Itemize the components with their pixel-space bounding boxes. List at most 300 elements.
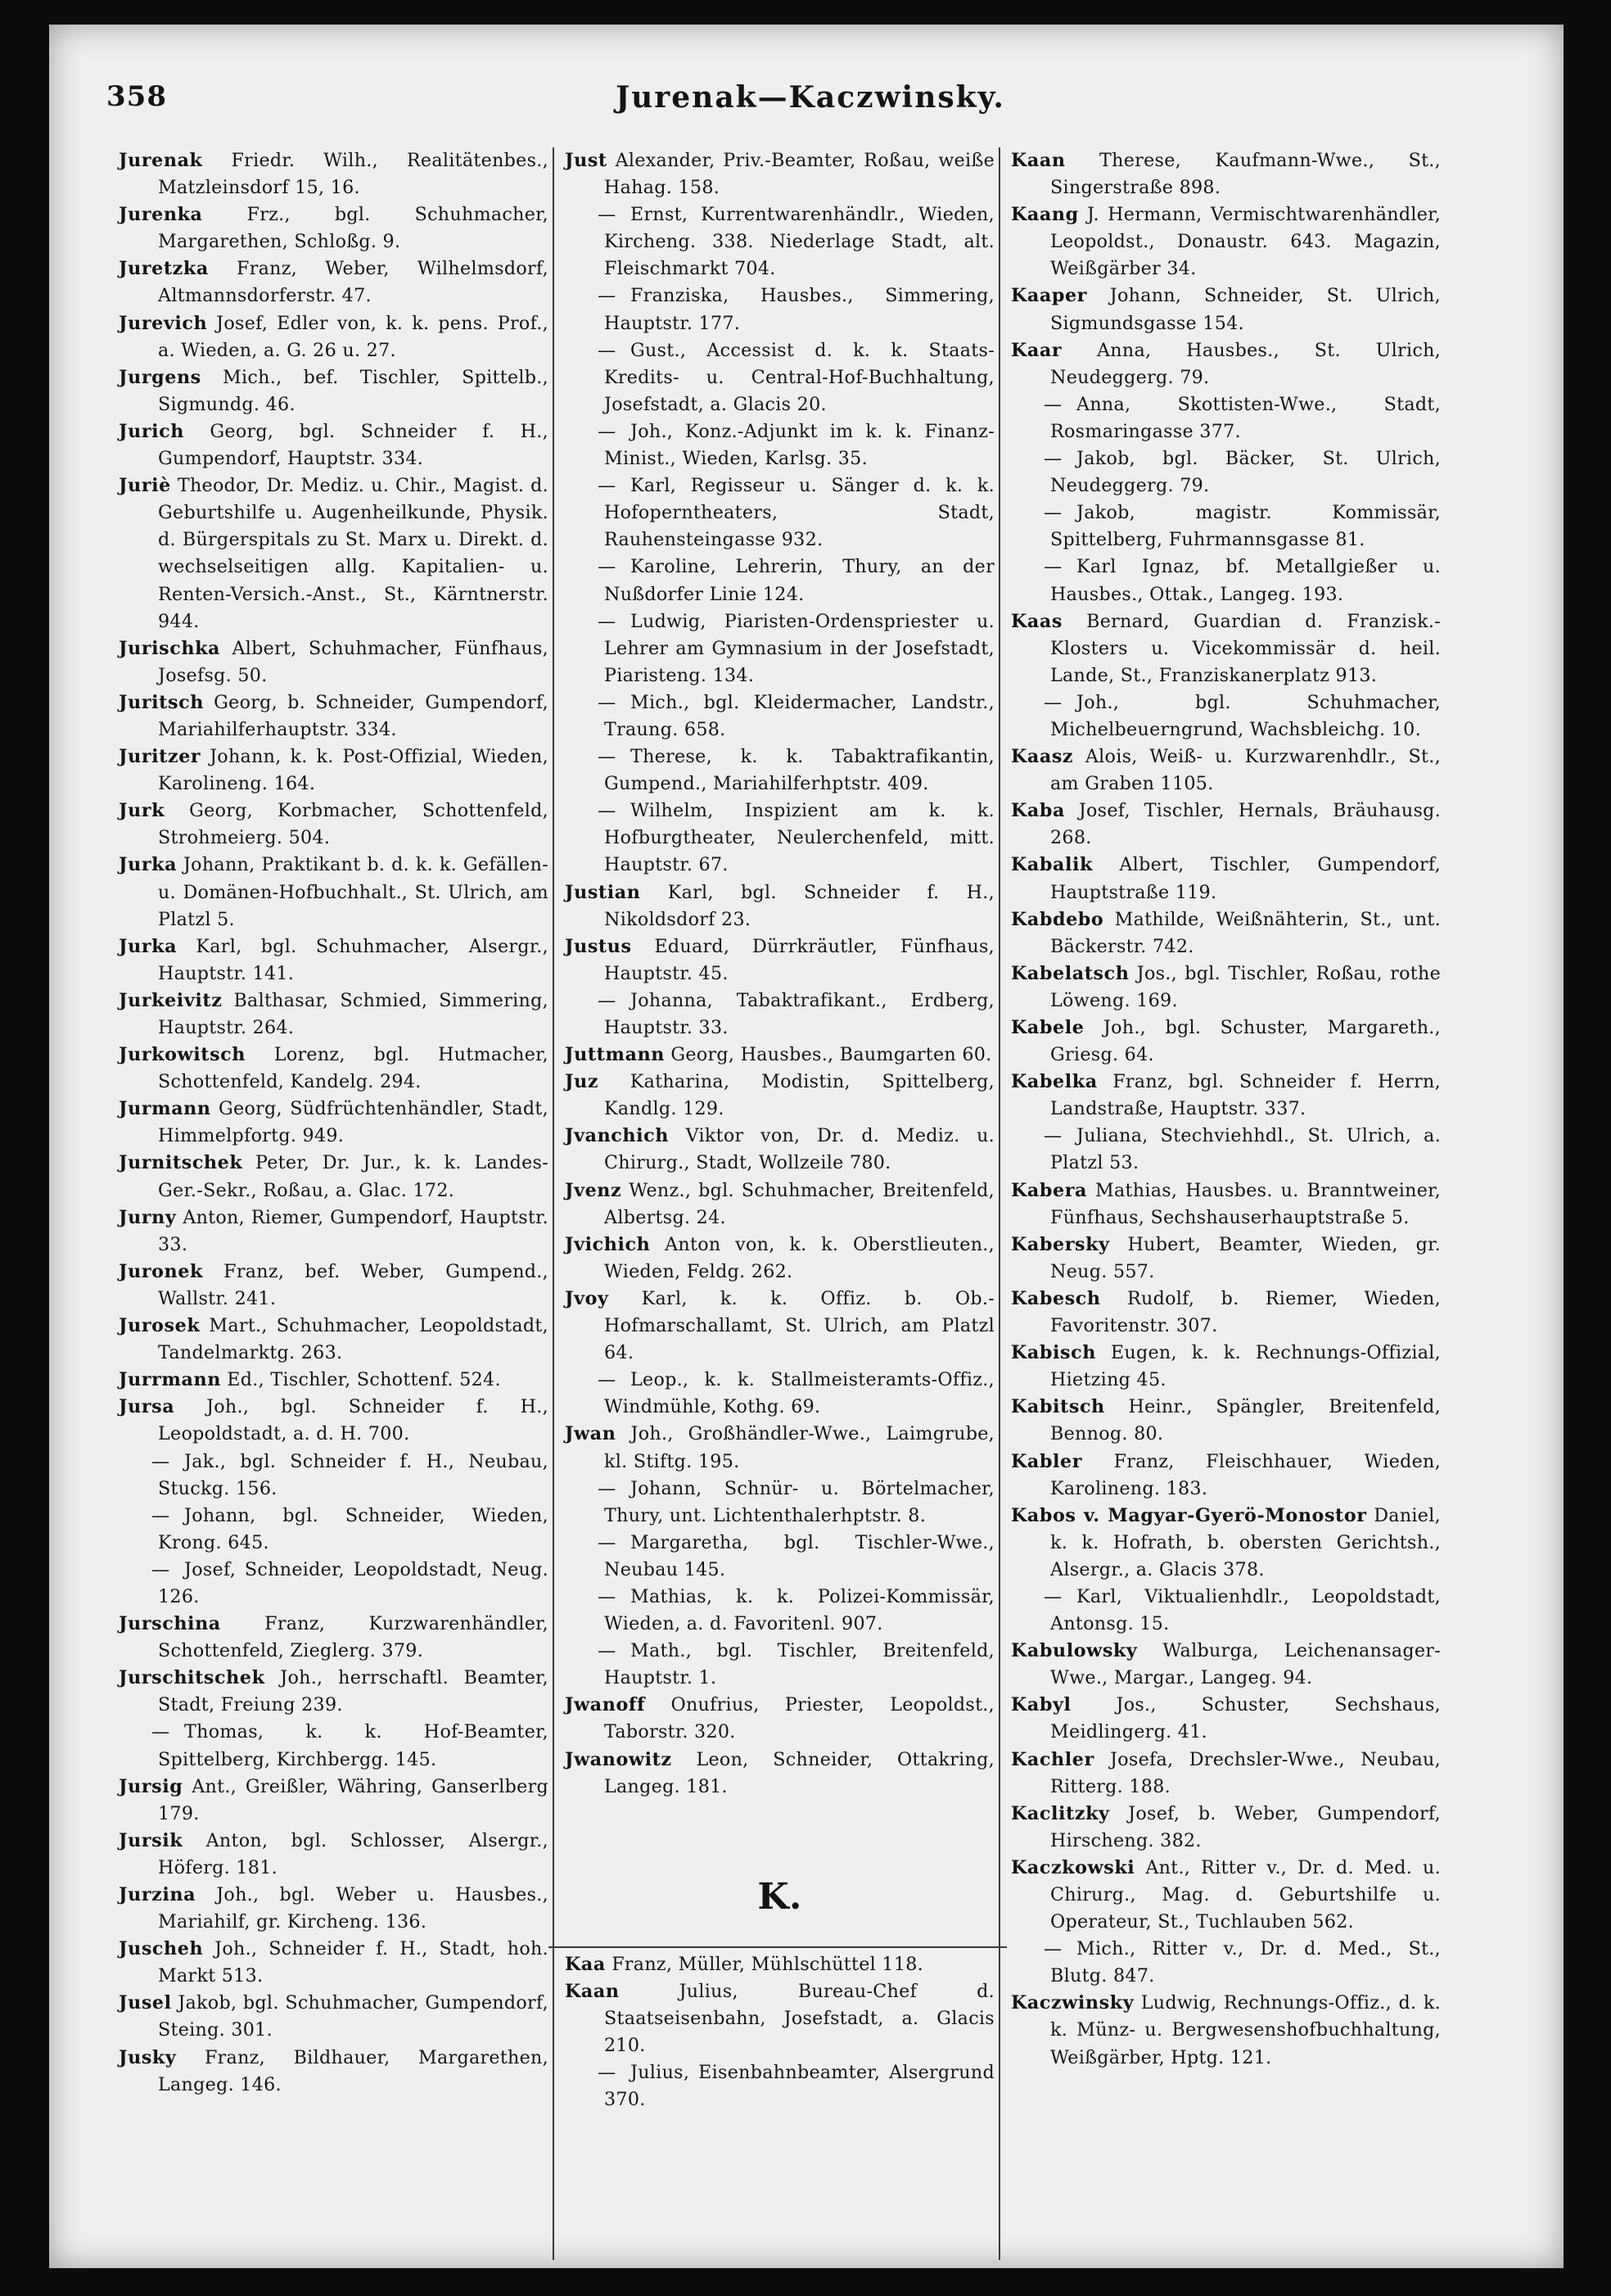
- entry-text: Joh., bgl. Schneider f. H., Leopoldstadt, a. d. H. 700.: [158, 1396, 548, 1445]
- entry-surname: Jursig: [119, 1775, 183, 1797]
- entry-dash: —: [598, 989, 616, 1011]
- entry-text: Viktor von, Dr. d. Mediz. u. Chirurg., Stadt, Wollzeile 780.: [604, 1125, 995, 1174]
- column-2: [565, 147, 995, 2113]
- directory-entry: [119, 255, 548, 310]
- directory-entry: [119, 1394, 548, 1448]
- entry-dash: —: [598, 691, 616, 713]
- entry-text: Anton, bgl. Schlosser, Alsergr., Höferg. 181.: [158, 1829, 548, 1878]
- directory-entry: [119, 635, 548, 689]
- directory-entry: [565, 1951, 995, 1978]
- directory-entry: [119, 1611, 548, 1665]
- directory-subentry: [565, 798, 995, 879]
- entry-surname: Jurgens: [119, 366, 201, 388]
- entry-text: Heinr., Spängler, Breitenfeld, Bennog. 80.: [1050, 1396, 1441, 1445]
- column-1: [119, 147, 548, 2099]
- directory-entry: [119, 1096, 548, 1150]
- directory-entry: [1011, 743, 1441, 798]
- entry-text: Ludwig, Rechnungs-Offiz., d. k. k. Münz- u. Bergwesenshofbuchhaltung, Weißgärber, Hptg. 121.: [1050, 1992, 1442, 2068]
- entry-text: Juliana, Stechviehhdl., St. Ulrich, a. Platzl 53.: [1050, 1125, 1441, 1174]
- directory-entry: [119, 1936, 548, 1990]
- entry-text: Anna, Skottisten-Wwe., Stadt, Rosmaringasse 377.: [1050, 393, 1441, 442]
- entry-surname: Jurk: [119, 800, 165, 822]
- directory-subentry: [565, 689, 995, 743]
- directory-entry: [565, 1421, 995, 1475]
- entry-surname: Kaczkowski: [1011, 1856, 1135, 1878]
- entry-text: Karl, bgl. Schuhmacher, Alsergr., Hauptstr. 141.: [158, 935, 549, 984]
- directory-entry: [1011, 1069, 1441, 1123]
- entry-text: Josef, Schneider, Leopoldstadt, Neug. 126.: [158, 1558, 548, 1607]
- directory-subentry: [119, 1503, 548, 1557]
- entry-text: Karl, k. k. Offiz. b. Ob.-Hofmarschallamt, St. Ulrich, am Platzl 64.: [604, 1287, 995, 1364]
- entry-text: Bernard, Guardian d. Franzisk.-Klosters u. Vicekommissär d. heil. Lande, St., Franziskanerplatz 913.: [1050, 610, 1441, 686]
- entry-surname: Juz: [565, 1071, 599, 1093]
- entry-surname: Juritsch: [119, 691, 204, 713]
- entry-dash: —: [598, 1531, 616, 1553]
- entry-surname: Juttmann: [565, 1044, 666, 1066]
- directory-subentry: [1011, 499, 1441, 554]
- entry-dash: —: [598, 556, 616, 578]
- directory-entry: [119, 1259, 548, 1313]
- entry-surname: Jwanoff: [565, 1694, 646, 1716]
- entry-dash: —: [1044, 1938, 1063, 1960]
- entry-text: Ludwig, Piaristen-Ordenspriester u. Lehrer am Gymnasium in der Josefstadt, Piaristeng. 134.: [604, 610, 995, 686]
- directory-entry: [565, 1042, 995, 1069]
- entry-surname: Jurka: [119, 935, 178, 957]
- entry-text: Onufrius, Priester, Leopoldst., Taborstr. 320.: [604, 1694, 995, 1743]
- entry-dash: —: [151, 1450, 170, 1472]
- entry-surname: Kabelatsch: [1011, 962, 1130, 984]
- entry-surname: Jurny: [119, 1206, 177, 1228]
- entry-surname: Jurich: [119, 420, 184, 442]
- entry-text: Josef, Edler von, k. k. pens. Prof., a. Wieden, a. G. 26 u. 27.: [158, 312, 548, 361]
- directory-entry: [1011, 1855, 1441, 1936]
- entry-text: Johann, Schnür- u. Börtelmacher, Thury, unt. Lichtenthalerhptstr. 8.: [604, 1477, 995, 1526]
- entry-surname: Jurosek: [119, 1315, 201, 1337]
- entry-text: Georg, Korbmacher, Schottenfeld, Strohmeierg. 504.: [158, 800, 548, 849]
- entry-surname: Jursa: [119, 1396, 175, 1418]
- directory-entry: [1011, 1747, 1441, 1801]
- directory-entry: [119, 743, 548, 798]
- entry-surname: Jurzina: [119, 1884, 196, 1905]
- directory-subentry: [1011, 554, 1441, 608]
- directory-subentry: [565, 554, 995, 608]
- directory-entry: [119, 147, 548, 201]
- directory-entry: [119, 933, 548, 988]
- directory-entry: [1011, 1638, 1441, 1692]
- entry-surname: Jurschitschek: [119, 1667, 265, 1689]
- column-rule: [999, 147, 1000, 2260]
- entry-dash: —: [151, 1721, 170, 1743]
- directory-entry: [1011, 1503, 1441, 1584]
- entry-surname: Kaasz: [1011, 746, 1074, 768]
- directory-page: [49, 25, 1564, 2268]
- entry-text: Alexander, Priv.-Beamter, Roßau, weiße Hahag. 158.: [604, 150, 995, 199]
- entry-text: Eduard, Dürrkräutler, Fünfhaus, Hauptstr. 45.: [604, 935, 995, 984]
- entry-text: Math., bgl. Tischler, Breitenfeld, Hauptstr. 1.: [604, 1640, 995, 1689]
- entry-text: Mathias, Hausbes. u. Branntweiner, Fünfhaus, Sechshauserhauptstraße 5.: [1050, 1179, 1442, 1228]
- entry-text: Jos., Schuster, Sechshaus, Meidlingerg. 41.: [1050, 1694, 1442, 1743]
- entry-text: Wenz., bgl. Schuhmacher, Breitenfeld, Albertsg. 24.: [604, 1179, 995, 1228]
- directory-entry: [119, 1665, 548, 1719]
- entry-text: Katharina, Modistin, Spittelberg, Kandlg. 129.: [604, 1071, 995, 1120]
- entry-text: Joh., bgl. Schuhmacher, Michelbeuerngrund, Wachsbleichg. 10.: [1050, 691, 1441, 740]
- entry-text: Albert, Tischler, Gumpendorf, Hauptstraße 119.: [1050, 854, 1441, 903]
- entry-surname: Kaclitzky: [1011, 1802, 1110, 1824]
- entry-text: Joh., bgl. Weber u. Hausbes., Mariahilf, gr. Kircheng. 136.: [158, 1884, 548, 1933]
- entry-surname: Kabersky: [1011, 1233, 1110, 1255]
- entry-surname: Kabdebo: [1011, 908, 1104, 930]
- entry-text: Thomas, k. k. Hof-Beamter, Spittelberg, Kirchbergg. 145.: [158, 1721, 548, 1770]
- entry-text: Eugen, k. k. Rechnungs-Offizial, Hietzing 45.: [1050, 1342, 1442, 1391]
- column-3: [1011, 147, 1441, 2072]
- directory-entry: [1011, 1286, 1441, 1340]
- entry-dash: —: [598, 475, 616, 497]
- directory-subentry: [1011, 1936, 1441, 1990]
- directory-entry: [1011, 906, 1441, 960]
- entry-text: Franziska, Hausbes., Simmering, Hauptstr. 177.: [604, 285, 995, 334]
- directory-subentry: [565, 743, 995, 798]
- entry-text: Ant., Ritter v., Dr. d. Med. u. Chirurg., Mag. d. Geburtshilfe u. Operateur, St., Tuchlauben 562.: [1050, 1856, 1441, 1933]
- directory-entry: [1011, 608, 1441, 689]
- entry-dash: —: [151, 1504, 170, 1526]
- entry-text: Jakob, bgl. Schuhmacher, Gumpendorf, Steing. 301.: [158, 1992, 548, 2041]
- entry-text: Therese, k. k. Tabaktrafikantin, Gumpend., Mariahilferhptstr. 409.: [604, 746, 995, 795]
- entry-text: Johann, k. k. Post-Offizial, Wieden, Karolineng. 164.: [158, 746, 548, 795]
- entry-dash: —: [598, 420, 616, 442]
- entry-surname: Kaang: [1011, 204, 1079, 226]
- entry-surname: Kaba: [1011, 800, 1065, 822]
- entry-text: Georg, Südfrüchtenhändler, Stadt, Himmelpfortg. 949.: [158, 1098, 548, 1147]
- column-rule: [553, 147, 554, 2260]
- directory-entry: [565, 147, 995, 201]
- entry-dash: —: [1044, 1585, 1063, 1607]
- entry-surname: Kaczwinsky: [1011, 1992, 1135, 2014]
- directory-subentry: [1011, 445, 1441, 499]
- entry-text: Theodor, Dr. Mediz. u. Chir., Magist. d. Geburtshilfe u. Augenheilkunde, Physik. d. Bürgerspitals zu St. Marx u. Direkt. d. wechselseitigen allg. Kapitalien- u. Renten-Versich.-Anst., St., Kärntnerstr. 944.: [158, 475, 548, 632]
- entry-surname: Jurevich: [119, 312, 208, 334]
- entry-text: Jakob, bgl. Bäcker, St. Ulrich, Neudeggerg. 79.: [1050, 448, 1441, 497]
- directory-subentry: [565, 1367, 995, 1421]
- page-number: 358: [106, 80, 167, 113]
- directory-entry: [565, 1069, 995, 1123]
- entry-text: Jakob, magistr. Kommissär, Spittelberg, Fuhrmannsgasse 81.: [1050, 502, 1441, 551]
- entry-text: Georg, b. Schneider, Gumpendorf, Mariahilferhauptstr. 334.: [158, 691, 548, 740]
- entry-surname: Jusel: [119, 1992, 172, 2014]
- directory-entry: [565, 1177, 995, 1232]
- directory-entry: [1011, 201, 1441, 282]
- entry-dash: —: [1044, 1125, 1063, 1147]
- entry-text: Franz, Bildhauer, Margarethen, Langeg. 146.: [158, 2046, 548, 2095]
- entry-surname: Kaan: [565, 1980, 620, 2002]
- directory-entry: [1011, 1692, 1441, 1746]
- entry-text: Daniel, k. k. Hofrath, b. obersten Gerichtsh., Alsergr., a. Glacis 378.: [1050, 1504, 1441, 1580]
- entry-text: Josef, b. Weber, Gumpendorf, Hirscheng. 382.: [1050, 1802, 1441, 1851]
- directory-entry: [119, 1990, 548, 2044]
- directory-subentry: [565, 1476, 995, 1530]
- entry-surname: Jurnitschek: [119, 1152, 243, 1174]
- entry-text: Therese, Kaufmann-Wwe., St., Singerstraße 898.: [1050, 150, 1441, 199]
- directory-subentry: [119, 1449, 548, 1503]
- directory-subentry: [119, 1719, 548, 1773]
- directory-entry: [1011, 1232, 1441, 1286]
- directory-entry: [119, 798, 548, 852]
- directory-entry: [1011, 1990, 1441, 2071]
- directory-entry: [119, 1313, 548, 1367]
- entry-text: Karoline, Lehrerin, Thury, an der Nußdorfer Linie 124.: [604, 556, 995, 605]
- entry-surname: Kabos v. Magyar-Gyerö-Monostor: [1011, 1504, 1367, 1526]
- entry-text: Jos., bgl. Tischler, Roßau, rothe Löweng. 169.: [1050, 962, 1441, 1011]
- entry-dash: —: [151, 1558, 170, 1580]
- directory-entry: [565, 1747, 995, 1801]
- directory-entry: [1011, 282, 1441, 337]
- entry-surname: Jurischka: [119, 637, 221, 659]
- entry-text: Karl Ignaz, bf. Metallgießer u. Hausbes., Ottak., Langeg. 193.: [1050, 556, 1441, 605]
- entry-text: Alois, Weiß- u. Kurzwarenhdlr., St., am Graben 1105.: [1050, 746, 1441, 795]
- directory-entry: [1011, 1177, 1441, 1232]
- entry-text: Anna, Hausbes., St. Ulrich, Neudeggerg. 79.: [1050, 339, 1442, 388]
- directory-entry: [1011, 1340, 1441, 1394]
- directory-subentry: [1011, 391, 1441, 445]
- directory-entry: [119, 1150, 548, 1204]
- entry-text: Franz, Fleischhauer, Wieden, Karolineng. 183.: [1050, 1450, 1441, 1499]
- entry-surname: Kabulowsky: [1011, 1640, 1138, 1662]
- directory-entry: [565, 1978, 995, 2059]
- directory-subentry: [565, 1638, 995, 1692]
- directory-entry: [119, 364, 548, 418]
- entry-text: Franz, bef. Weber, Gumpend., Wallstr. 241.: [158, 1260, 548, 1309]
- directory-entry: [565, 1286, 995, 1367]
- entry-text: Ed., Tischler, Schottenf. 524.: [227, 1369, 501, 1391]
- entry-text: J. Hermann, Vermischtwarenhändler, Leopoldst., Donaustr. 643. Magazin, Weißgärber 34.: [1050, 204, 1441, 280]
- entry-text: Franz, Kurzwarenhändler, Schottenfeld, Zieglerg. 379.: [158, 1613, 549, 1662]
- section-rule: [548, 1946, 1007, 1948]
- directory-subentry: [565, 988, 995, 1042]
- entry-dash: —: [598, 339, 616, 361]
- entry-text: Leop., k. k. Stallmeisteramts-Offiz., Windmühle, Kothg. 69.: [604, 1369, 995, 1418]
- entry-surname: Just: [565, 150, 607, 171]
- entry-text: Walburga, Leichenansager-Wwe., Margar., Langeg. 94.: [1050, 1640, 1441, 1689]
- directory-entry: [565, 1123, 995, 1177]
- entry-dash: —: [1044, 393, 1063, 415]
- entry-surname: Jurkowitsch: [119, 1044, 246, 1066]
- entry-surname: Jurenka: [119, 204, 203, 226]
- section-letter: K.: [757, 1875, 802, 1918]
- entry-surname: Kabelka: [1011, 1071, 1098, 1093]
- entry-text: Georg, Hausbes., Baumgarten 60.: [670, 1044, 992, 1066]
- entry-text: Joh., herrschaftl. Beamter, Stadt, Freiung 239.: [158, 1667, 549, 1716]
- entry-surname: Kabyl: [1011, 1694, 1072, 1716]
- entry-text: Johann, Praktikant b. d. k. k. Gefällen- u. Domänen-Hofbuchhalt., St. Ulrich, am Platzl 5.: [158, 854, 548, 930]
- directory-subentry: [565, 418, 995, 472]
- entry-text: Joh., Konz.-Adjunkt im k. k. Finanz-Minist., Wieden, Karlsg. 35.: [604, 420, 995, 470]
- directory-entry: [119, 1774, 548, 1828]
- directory-entry: [1011, 798, 1441, 852]
- entry-surname: Juronek: [119, 1260, 203, 1282]
- entry-text: Lorenz, bgl. Hutmacher, Schottenfeld, Kandelg. 294.: [158, 1044, 548, 1093]
- entry-surname: Jwan: [565, 1423, 616, 1445]
- entry-text: Johann, bgl. Schneider, Wieden, Krong. 645.: [158, 1504, 548, 1553]
- entry-dash: —: [598, 285, 616, 307]
- entry-surname: Jvichich: [565, 1233, 651, 1255]
- entry-text: Karl, Viktualienhdlr., Leopoldstadt, Antonsg. 15.: [1050, 1585, 1441, 1635]
- directory-subentry: [1011, 1123, 1441, 1177]
- directory-subentry: [565, 1584, 995, 1638]
- entry-surname: Jurkeivitz: [119, 989, 223, 1011]
- entry-surname: Kaa: [565, 1953, 606, 1975]
- directory-entry: [565, 933, 995, 988]
- entry-dash: —: [598, 1640, 616, 1662]
- entry-text: Mich., bef. Tischler, Spittelb., Sigmundg. 46.: [158, 366, 549, 415]
- entry-text: Margaretha, bgl. Tischler-Wwe., Neubau 145.: [604, 1531, 995, 1580]
- directory-subentry: [1011, 689, 1441, 743]
- entry-text: Mathilde, Weißnähterin, St., unt. Bäckerstr. 742.: [1050, 908, 1441, 957]
- entry-text: Mich., Ritter v., Dr. d. Med., St., Blutg. 847.: [1050, 1938, 1441, 1987]
- entry-text: Julius, Bureau-Chef d. Staatseisenbahn, Josefstadt, a. Glacis 210.: [604, 1980, 995, 2056]
- directory-subentry: [565, 472, 995, 554]
- entry-text: Hubert, Beamter, Wieden, gr. Neug. 557.: [1050, 1233, 1441, 1282]
- entry-dash: —: [598, 1585, 616, 1607]
- entry-text: Gust., Accessist d. k. k. Staats-Kredits- u. Central-Hof-Buchhaltung, Josefstadt, a. Glacis 20.: [604, 339, 995, 415]
- entry-surname: Justus: [565, 935, 632, 957]
- directory-entry: [119, 1042, 548, 1096]
- entry-text: Joh., Schneider f. H., Stadt, hoh. Markt 513.: [158, 1938, 548, 1987]
- entry-text: Julius, Eisenbahnbeamter, Alsergrund 370.: [604, 2062, 995, 2111]
- entry-text: Franz, Weber, Wilhelmsdorf, Altmannsdorferstr. 47.: [158, 258, 548, 307]
- entry-dash: —: [598, 204, 616, 226]
- entry-dash: —: [598, 800, 616, 822]
- page-header: [106, 80, 1514, 133]
- entry-text: Anton, Riemer, Gumpendorf, Hauptstr. 33.: [158, 1206, 548, 1255]
- entry-surname: Kaan: [1011, 150, 1066, 171]
- directory-entry: [119, 1367, 548, 1394]
- entry-surname: Kabera: [1011, 1179, 1087, 1201]
- entry-surname: Justian: [565, 881, 641, 903]
- entry-dash: —: [1044, 691, 1063, 713]
- entry-text: Friedr. Wilh., Realitätenbes., Matzleinsdorf 15, 16.: [158, 150, 548, 199]
- directory-entry: [565, 1232, 995, 1286]
- entry-text: Josef, Tischler, Hernals, Bräuhausg. 268.: [1050, 800, 1441, 849]
- entry-text: Josefa, Drechsler-Wwe., Neubau, Ritterg. 188.: [1050, 1748, 1441, 1797]
- entry-text: Johanna, Tabaktrafikant., Erdberg, Hauptstr. 33.: [604, 989, 995, 1038]
- directory-entry: [119, 2045, 548, 2099]
- entry-text: Albert, Schuhmacher, Fünfhaus, Josefsg. 50.: [158, 637, 548, 686]
- entry-surname: Kaaper: [1011, 285, 1087, 307]
- entry-text: Mart., Schuhmacher, Leopoldstadt, Tandelmarktg. 263.: [158, 1315, 548, 1364]
- entry-text: Ernst, Kurrentwarenhändlr., Wieden, Kircheng. 338. Niederlage Stadt, alt. Fleischmarkt 704.: [604, 204, 995, 280]
- entry-surname: Jurka: [119, 854, 178, 876]
- entry-surname: Kabalik: [1011, 854, 1093, 876]
- directory-entry: [119, 201, 548, 255]
- entry-dash: —: [1044, 556, 1063, 578]
- entry-surname: Jurmann: [119, 1098, 211, 1120]
- entry-text: Peter, Dr. Jur., k. k. Landes-Ger.-Sekr., Roßau, a. Glac. 172.: [158, 1152, 548, 1201]
- directory-entry: [1011, 1449, 1441, 1503]
- directory-entry: [1011, 337, 1441, 391]
- directory-subentry: [565, 608, 995, 689]
- entry-surname: Kabisch: [1011, 1342, 1096, 1364]
- directory-subentry: [565, 2059, 995, 2113]
- directory-subentry: [565, 337, 995, 418]
- entry-text: Joh., Großhändler-Wwe., Laimgrube, kl. Stiftg. 195.: [604, 1423, 995, 1472]
- entry-text: Wilhelm, Inspizient am k. k. Hofburgtheater, Neulerchenfeld, mitt. Hauptstr. 67.: [604, 800, 995, 876]
- entry-text: Jak., bgl. Schneider f. H., Neubau, Stuckg. 156.: [158, 1450, 548, 1499]
- directory-entry: [119, 1204, 548, 1259]
- directory-entry: [1011, 960, 1441, 1015]
- entry-surname: Kachler: [1011, 1748, 1094, 1770]
- entry-surname: Jurrmann: [119, 1369, 221, 1391]
- entry-surname: Juriè: [119, 475, 171, 497]
- entry-surname: Jusky: [119, 2046, 177, 2068]
- running-head: Jurenak—Kaczwinsky.: [616, 80, 1005, 115]
- directory-entry: [565, 879, 995, 933]
- directory-entry: [1011, 1015, 1441, 1069]
- entry-text: Karl, bgl. Schneider f. H., Nikoldsdorf 23.: [604, 881, 995, 930]
- directory-subentry: [1011, 1584, 1441, 1638]
- directory-entry: [119, 852, 548, 933]
- entry-dash: —: [598, 1369, 616, 1391]
- directory-entry: [119, 689, 548, 743]
- directory-entry: [1011, 852, 1441, 906]
- entry-text: Frz., bgl. Schuhmacher, Margarethen, Schloßg. 9.: [158, 204, 548, 253]
- entry-text: Georg, bgl. Schneider f. H., Gumpendorf, Hauptstr. 334.: [158, 420, 548, 470]
- entry-surname: Jursik: [119, 1829, 183, 1851]
- directory-entry: [119, 988, 548, 1042]
- entry-text: Mich., bgl. Kleidermacher, Landstr., Traung. 658.: [604, 691, 995, 740]
- entry-text: Karl, Regisseur u. Sänger d. k. k. Hofoperntheaters, Stadt, Rauhensteingasse 932.: [604, 475, 995, 551]
- entry-surname: Kaas: [1011, 610, 1063, 632]
- entry-surname: Jvoy: [565, 1287, 609, 1309]
- entry-surname: Kabesch: [1011, 1287, 1101, 1309]
- directory-entry: [565, 1692, 995, 1746]
- entry-dash: —: [598, 610, 616, 632]
- directory-entry: [119, 310, 548, 364]
- directory-entry: [119, 472, 548, 635]
- directory-entry: [119, 1882, 548, 1936]
- directory-subentry: [565, 282, 995, 337]
- entry-text: Leon, Schneider, Ottakring, Langeg. 181.: [604, 1748, 995, 1797]
- entry-dash: —: [598, 746, 616, 768]
- entry-text: Balthasar, Schmied, Simmering, Hauptstr. 264.: [158, 989, 548, 1038]
- entry-text: Mathias, k. k. Polizei-Kommissär, Wieden, a. d. Favoritenl. 907.: [604, 1585, 995, 1635]
- entry-text: Rudolf, b. Riemer, Wieden, Favoritenstr. 307.: [1050, 1287, 1442, 1337]
- entry-surname: Kabler: [1011, 1450, 1083, 1472]
- entry-surname: Kaar: [1011, 339, 1063, 361]
- directory-entry: [1011, 1801, 1441, 1855]
- entry-surname: Jurenak: [119, 150, 203, 171]
- entry-dash: —: [598, 1477, 616, 1499]
- directory-subentry: [565, 1530, 995, 1584]
- entry-surname: Juritzer: [119, 746, 201, 768]
- entry-text: Franz, bgl. Schneider f. Herrn, Landstraße, Hauptstr. 337.: [1050, 1071, 1441, 1120]
- directory-entry: [1011, 1394, 1441, 1448]
- directory-subentry: [565, 201, 995, 282]
- entry-surname: Juretzka: [119, 258, 209, 280]
- entry-surname: Jvanchich: [565, 1125, 670, 1147]
- entry-text: Franz, Müller, Mühlschüttel 118.: [611, 1953, 924, 1975]
- entry-surname: Jurschina: [119, 1613, 221, 1635]
- entry-text: Ant., Greißler, Währing, Ganserlberg 179.: [158, 1775, 548, 1824]
- entry-dash: —: [598, 2062, 616, 2084]
- entry-dash: —: [1044, 448, 1063, 470]
- entry-text: Johann, Schneider, St. Ulrich, Sigmundsgasse 154.: [1050, 285, 1441, 334]
- directory-entry: [119, 418, 548, 472]
- directory-entry: [1011, 147, 1441, 201]
- entry-surname: Juscheh: [119, 1938, 204, 1960]
- entry-text: Joh., bgl. Schuster, Margareth., Griesg. 64.: [1050, 1017, 1441, 1066]
- entry-dash: —: [1044, 502, 1063, 524]
- entry-surname: Kabele: [1011, 1017, 1085, 1038]
- entry-surname: Kabitsch: [1011, 1396, 1105, 1418]
